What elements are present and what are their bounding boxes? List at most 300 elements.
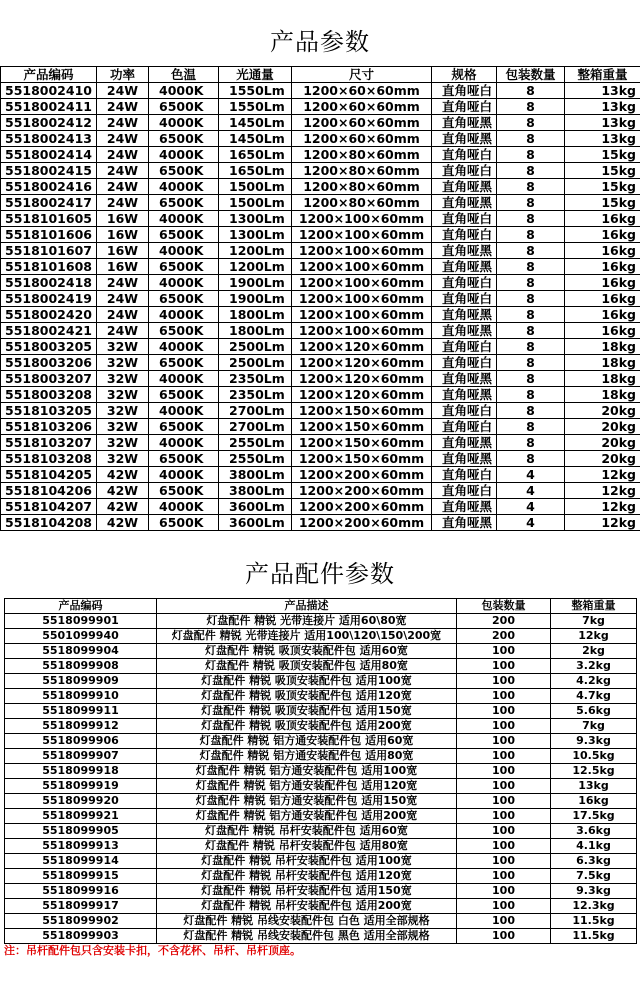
table-cell: 3.2kg [551,659,637,674]
table-cell: 12kg [565,515,640,531]
table-cell: 4 [497,515,565,531]
table-row [5,734,637,749]
table-cell: 5518002412 [1,115,97,131]
table-cell: 灯盘配件 精锐 铝方通安装配件包 适用150宽 [157,794,457,809]
table-row [5,764,637,779]
table-cell: 13kg [551,779,637,794]
table-cell: 13kg [565,99,640,115]
table-row [1,227,640,243]
table-cell: 直角哑白 [432,355,497,371]
table-cell: 4000K [149,147,219,163]
table-cell: 11.5kg [551,914,637,929]
table-cell: 直角哑黑 [432,115,497,131]
table-cell: 5518002418 [1,275,97,291]
table-cell: 32W [97,339,149,355]
table-row [1,147,640,163]
table-cell: 6500K [149,291,219,307]
table-cell: 4000K [149,115,219,131]
table-cell: 8 [497,227,565,243]
table-cell: 1200×150×60mm [292,451,432,467]
table-cell: 1200×60×60mm [292,83,432,99]
table-cell: 12.5kg [551,764,637,779]
table-cell: 5518099906 [5,734,157,749]
table-cell: 32W [97,403,149,419]
table-cell: 5518099909 [5,674,157,689]
table-cell: 直角哑黑 [432,307,497,323]
table-cell: 1200×150×60mm [292,419,432,435]
table-cell: 16kg [565,259,640,275]
table-cell: 1200×150×60mm [292,403,432,419]
table-cell: 6500K [149,451,219,467]
table-cell: 灯盘配件 精锐 光带连接片 适用100\120\150\200宽 [157,629,457,644]
table-cell: 1200×120×60mm [292,387,432,403]
table-cell: 1900Lm [219,291,292,307]
table-cell: 直角哑黑 [432,515,497,531]
table-cell: 100 [457,854,551,869]
table-cell: 5518002417 [1,195,97,211]
table-cell: 12kg [565,467,640,483]
table-cell: 直角哑白 [432,275,497,291]
column-header: 产品编码 [5,599,157,614]
column-header: 规格 [432,67,497,83]
table-cell: 20kg [565,419,640,435]
table-cell: 6500K [149,99,219,115]
table-cell: 6500K [149,227,219,243]
table-cell: 4000K [149,339,219,355]
table-cell: 5518104207 [1,499,97,515]
table-cell: 8 [497,211,565,227]
table-cell: 1200×120×60mm [292,355,432,371]
table-cell: 5518101606 [1,227,97,243]
table-row [5,659,637,674]
table-cell: 16W [97,227,149,243]
table-row [1,243,640,259]
table-cell: 5518002414 [1,147,97,163]
table-cell: 18kg [565,355,640,371]
table-cell: 直角哑黑 [432,259,497,275]
table-cell: 1550Lm [219,83,292,99]
table-cell: 1200×80×60mm [292,179,432,195]
table-cell: 5518099911 [5,704,157,719]
table-cell: 1200×80×60mm [292,147,432,163]
table-cell: 1450Lm [219,131,292,147]
table-cell: 1200×60×60mm [292,99,432,115]
table-cell: 13kg [565,115,640,131]
table-cell: 5518099905 [5,824,157,839]
table-cell: 1200×150×60mm [292,435,432,451]
table-row [1,419,640,435]
table-cell: 4000K [149,179,219,195]
table-row [5,719,637,734]
table-cell: 直角哑黑 [432,323,497,339]
table-cell: 24W [97,195,149,211]
table-cell: 6500K [149,323,219,339]
table-cell: 1200×200×60mm [292,499,432,515]
table-row [5,779,637,794]
table-cell: 灯盘配件 精锐 吊杆安装配件包 适用200宽 [157,899,457,914]
table-cell: 16kg [565,243,640,259]
table-cell: 直角哑白 [432,483,497,499]
table-row [1,371,640,387]
table-cell: 15kg [565,195,640,211]
table-cell: 直角哑黑 [432,179,497,195]
table-cell: 直角哑黑 [432,195,497,211]
accessory-params-table [4,598,637,944]
column-header: 尺寸 [292,67,432,83]
table-row [1,387,640,403]
table-cell: 18kg [565,339,640,355]
table-cell: 8 [497,195,565,211]
table-cell: 5518099902 [5,914,157,929]
table-cell: 8 [497,131,565,147]
table-cell: 6.3kg [551,854,637,869]
table-cell: 5518104205 [1,467,97,483]
table-cell: 5518002421 [1,323,97,339]
table-cell: 2kg [551,644,637,659]
table-cell: 5518099910 [5,689,157,704]
table-cell: 20kg [565,435,640,451]
table-cell: 灯盘配件 精锐 吸顶安装配件包 适用200宽 [157,719,457,734]
table-cell: 5518103205 [1,403,97,419]
table-cell: 2700Lm [219,403,292,419]
table-cell: 4 [497,499,565,515]
table-row [1,435,640,451]
table-cell: 1200×120×60mm [292,371,432,387]
table-cell: 6500K [149,483,219,499]
table-cell: 5518003205 [1,339,97,355]
table-cell: 2550Lm [219,451,292,467]
table-cell: 5518103208 [1,451,97,467]
table-row [1,83,640,99]
table-cell: 5518101607 [1,243,97,259]
footnote: 注：吊杆配件包只含安装卡扣，不含花杯、吊杆、吊杆顶座。 [4,944,301,957]
table-row [5,839,637,854]
table-cell: 15kg [565,147,640,163]
table-cell: 100 [457,809,551,824]
table-cell: 8 [497,371,565,387]
table-row [1,163,640,179]
table-cell: 16W [97,259,149,275]
table-cell: 100 [457,929,551,944]
table-cell: 直角哑黑 [432,499,497,515]
table-cell: 18kg [565,387,640,403]
table-cell: 4000K [149,435,219,451]
table-cell: 1500Lm [219,195,292,211]
table-row [5,824,637,839]
page-title-accessory-params: 产品配件参数 [245,560,395,588]
table-row [1,275,640,291]
table-cell: 100 [457,674,551,689]
table-cell: 16kg [565,323,640,339]
table-cell: 灯盘配件 精锐 吸顶安装配件包 适用150宽 [157,704,457,719]
table-cell: 17.5kg [551,809,637,824]
table-cell: 9.3kg [551,734,637,749]
table-row [5,749,637,764]
table-cell: 12kg [565,483,640,499]
table-cell: 24W [97,179,149,195]
table-cell: 16kg [565,275,640,291]
table-cell: 灯盘配件 精锐 吊杆安装配件包 适用120宽 [157,869,457,884]
table-cell: 直角哑白 [432,227,497,243]
table-cell: 6500K [149,515,219,531]
table-cell: 8 [497,147,565,163]
table-cell: 5518099918 [5,764,157,779]
table-cell: 灯盘配件 精锐 吊杆安装配件包 适用100宽 [157,854,457,869]
table-cell: 5518002411 [1,99,97,115]
table-cell: 直角哑白 [432,291,497,307]
table-cell: 5518099920 [5,794,157,809]
table-cell: 灯盘配件 精锐 吊线安装配件包 黑色 适用全部规格 [157,929,457,944]
table-cell: 5518099915 [5,869,157,884]
table-cell: 32W [97,371,149,387]
table-row [1,291,640,307]
table-cell: 42W [97,467,149,483]
table-cell: 20kg [565,451,640,467]
table-cell: 直角哑白 [432,211,497,227]
table-cell: 32W [97,355,149,371]
table-cell: 24W [97,131,149,147]
table-cell: 5518099917 [5,899,157,914]
table-cell: 4 [497,483,565,499]
table-cell: 7kg [551,614,637,629]
table-cell: 1650Lm [219,163,292,179]
table-cell: 5518002416 [1,179,97,195]
table-cell: 5518099914 [5,854,157,869]
table-row [5,704,637,719]
column-header: 整箱重量 [551,599,637,614]
table-cell: 4000K [149,403,219,419]
table-row [1,467,640,483]
page-title-product-params: 产品参数 [270,28,370,56]
table-row [5,914,637,929]
table-row [1,131,640,147]
table-cell: 200 [457,629,551,644]
table-cell: 5518099907 [5,749,157,764]
table-cell: 4000K [149,83,219,99]
table-cell: 100 [457,794,551,809]
table-cell: 5518099921 [5,809,157,824]
table-cell: 1500Lm [219,179,292,195]
table-cell: 灯盘配件 精锐 吸顶安装配件包 适用100宽 [157,674,457,689]
table-cell: 16kg [565,307,640,323]
table-row [1,195,640,211]
table-cell: 灯盘配件 精锐 吊杆安装配件包 适用60宽 [157,824,457,839]
table-cell: 3600Lm [219,515,292,531]
table-cell: 4000K [149,275,219,291]
table-cell: 直角哑黑 [432,387,497,403]
table-cell: 1300Lm [219,211,292,227]
table-cell: 直角哑白 [432,99,497,115]
table-cell: 5518099901 [5,614,157,629]
table-header-row [5,599,637,614]
table-cell: 5518003206 [1,355,97,371]
table-row [1,307,640,323]
table-cell: 5518002413 [1,131,97,147]
table-cell: 1200×100×60mm [292,227,432,243]
table-cell: 42W [97,515,149,531]
table-cell: 5518099919 [5,779,157,794]
table-cell: 16kg [565,211,640,227]
table-cell: 3600Lm [219,499,292,515]
table-cell: 16W [97,243,149,259]
table-cell: 24W [97,307,149,323]
table-cell: 24W [97,275,149,291]
table-cell: 4000K [149,243,219,259]
table-cell: 5518099903 [5,929,157,944]
table-cell: 1200×200×60mm [292,515,432,531]
table-row [1,515,640,531]
table-cell: 12kg [551,629,637,644]
table-cell: 1200×120×60mm [292,339,432,355]
table-cell: 24W [97,163,149,179]
table-cell: 4000K [149,467,219,483]
table-cell: 1200×60×60mm [292,115,432,131]
table-cell: 灯盘配件 精锐 吸顶安装配件包 适用120宽 [157,689,457,704]
table-cell: 1200×200×60mm [292,483,432,499]
table-cell: 1200×100×60mm [292,259,432,275]
table-cell: 5518003207 [1,371,97,387]
table-cell: 6500K [149,355,219,371]
table-cell: 100 [457,749,551,764]
table-cell: 5518099916 [5,884,157,899]
table-cell: 18kg [565,371,640,387]
table-cell: 1800Lm [219,323,292,339]
table-cell: 20kg [565,403,640,419]
table-cell: 直角哑白 [432,83,497,99]
table-row [1,115,640,131]
table-cell: 1200×100×60mm [292,275,432,291]
table-cell: 5518104206 [1,483,97,499]
table-cell: 直角哑白 [432,339,497,355]
table-cell: 8 [497,179,565,195]
table-cell: 8 [497,83,565,99]
table-cell: 1200×100×60mm [292,307,432,323]
table-cell: 100 [457,764,551,779]
table-cell: 8 [497,387,565,403]
table-cell: 1200×80×60mm [292,163,432,179]
table-cell: 灯盘配件 精锐 铝方通安装配件包 适用80宽 [157,749,457,764]
table-cell: 13kg [565,131,640,147]
table-cell: 4000K [149,499,219,515]
table-cell: 8 [497,339,565,355]
table-cell: 直角哑白 [432,163,497,179]
table-cell: 1900Lm [219,275,292,291]
table-cell: 1200×100×60mm [292,323,432,339]
table-cell: 42W [97,499,149,515]
table-cell: 10.5kg [551,749,637,764]
table-cell: 13kg [565,83,640,99]
column-header: 功率 [97,67,149,83]
table-cell: 24W [97,99,149,115]
table-cell: 5518101605 [1,211,97,227]
table-cell: 灯盘配件 精锐 吊杆安装配件包 适用150宽 [157,884,457,899]
table-cell: 100 [457,659,551,674]
table-cell: 1200×200×60mm [292,467,432,483]
table-header-row [1,67,640,83]
table-row [5,809,637,824]
column-header: 产品编码 [1,67,97,83]
table-cell: 7kg [551,719,637,734]
table-row [1,403,640,419]
table-row [5,644,637,659]
table-cell: 12.3kg [551,899,637,914]
table-cell: 4000K [149,371,219,387]
table-cell: 8 [497,435,565,451]
table-cell: 32W [97,435,149,451]
table-cell: 15kg [565,179,640,195]
table-row [5,869,637,884]
table-row [5,899,637,914]
table-cell: 6500K [149,387,219,403]
table-cell: 2350Lm [219,387,292,403]
table-cell: 1200×100×60mm [292,291,432,307]
table-cell: 24W [97,115,149,131]
table-cell: 5518002420 [1,307,97,323]
table-cell: 灯盘配件 精锐 吊杆安装配件包 适用80宽 [157,839,457,854]
table-cell: 5518099904 [5,644,157,659]
table-cell: 8 [497,307,565,323]
table-cell: 4.1kg [551,839,637,854]
table-cell: 3800Lm [219,467,292,483]
table-row [1,211,640,227]
table-cell: 15kg [565,163,640,179]
table-cell: 6500K [149,259,219,275]
table-cell: 直角哑黑 [432,451,497,467]
table-row [5,674,637,689]
table-row [1,259,640,275]
table-cell: 16W [97,211,149,227]
table-cell: 2700Lm [219,419,292,435]
table-cell: 200 [457,614,551,629]
table-row [1,323,640,339]
table-cell: 24W [97,323,149,339]
table-cell: 3800Lm [219,483,292,499]
table-cell: 4 [497,467,565,483]
table-cell: 12kg [565,499,640,515]
table-cell: 直角哑白 [432,403,497,419]
table-cell: 3.6kg [551,824,637,839]
column-header: 包装数量 [497,67,565,83]
table-cell: 100 [457,734,551,749]
table-cell: 1200×80×60mm [292,195,432,211]
table-cell: 5518099912 [5,719,157,734]
table-cell: 灯盘配件 精锐 铝方通安装配件包 适用60宽 [157,734,457,749]
table-cell: 5518103207 [1,435,97,451]
table-cell: 4000K [149,307,219,323]
table-cell: 7.5kg [551,869,637,884]
column-header: 产品描述 [157,599,457,614]
table-cell: 5501099940 [5,629,157,644]
table-cell: 8 [497,355,565,371]
table-cell: 5.6kg [551,704,637,719]
table-cell: 32W [97,419,149,435]
table-cell: 100 [457,689,551,704]
table-cell: 100 [457,644,551,659]
table-cell: 100 [457,719,551,734]
table-cell: 1200×100×60mm [292,211,432,227]
table-cell: 1200×60×60mm [292,131,432,147]
table-cell: 直角哑白 [432,419,497,435]
table-cell: 1800Lm [219,307,292,323]
table-cell: 灯盘配件 精锐 铝方通安装配件包 适用100宽 [157,764,457,779]
table-cell: 8 [497,115,565,131]
table-cell: 8 [497,323,565,339]
table-cell: 100 [457,839,551,854]
table-row [5,629,637,644]
table-cell: 6500K [149,195,219,211]
table-row [1,499,640,515]
table-cell: 1550Lm [219,99,292,115]
